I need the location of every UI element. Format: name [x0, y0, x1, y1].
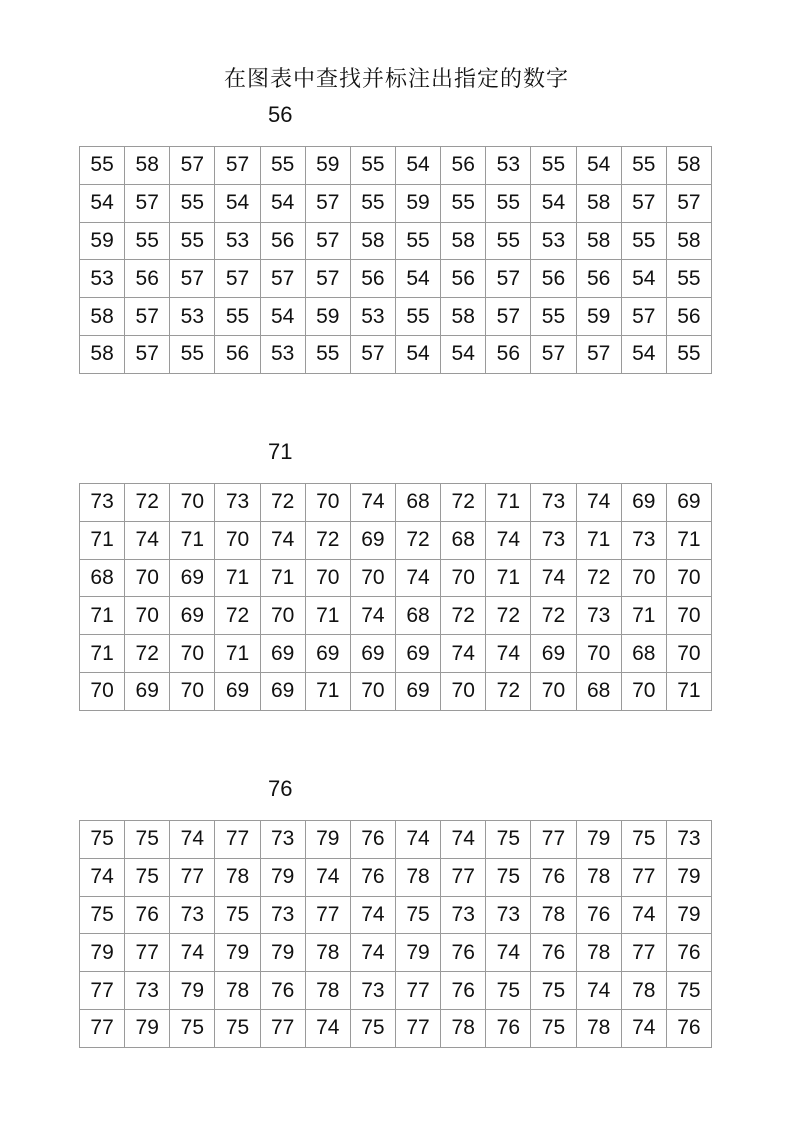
grid-cell[interactable]: 53 [260, 335, 305, 373]
grid-cell[interactable]: 73 [350, 972, 395, 1010]
grid-cell[interactable]: 76 [666, 1009, 711, 1047]
grid-cell[interactable]: 57 [305, 260, 350, 298]
grid-cell[interactable]: 55 [486, 222, 531, 260]
grid-cell[interactable]: 79 [260, 858, 305, 896]
grid-cell[interactable]: 69 [215, 672, 260, 710]
grid-cell[interactable]: 74 [621, 1009, 666, 1047]
grid-cell[interactable]: 55 [621, 147, 666, 185]
grid-cell[interactable]: 75 [395, 896, 440, 934]
grid-cell[interactable]: 78 [576, 1009, 621, 1047]
grid-cell[interactable]: 74 [395, 559, 440, 597]
grid-cell[interactable]: 79 [125, 1009, 170, 1047]
grid-cell[interactable]: 71 [260, 559, 305, 597]
grid-cell[interactable]: 77 [170, 858, 215, 896]
grid-cell[interactable]: 73 [260, 896, 305, 934]
grid-cell[interactable]: 77 [441, 858, 486, 896]
grid-cell[interactable]: 74 [350, 597, 395, 635]
grid-cell[interactable]: 72 [395, 521, 440, 559]
grid-cell[interactable]: 68 [441, 521, 486, 559]
grid-cell[interactable]: 57 [666, 184, 711, 222]
grid-cell[interactable]: 55 [125, 222, 170, 260]
grid-cell[interactable]: 75 [215, 896, 260, 934]
grid-row [80, 672, 712, 710]
grid-cell[interactable]: 73 [621, 521, 666, 559]
grid-cell[interactable]: 78 [305, 972, 350, 1010]
grid-cell[interactable]: 75 [80, 821, 125, 859]
grid-cell[interactable]: 55 [666, 335, 711, 373]
grid-cell[interactable]: 58 [666, 222, 711, 260]
grid-cell[interactable]: 76 [531, 934, 576, 972]
grid-cell[interactable]: 71 [486, 559, 531, 597]
grid-cell[interactable]: 70 [125, 597, 170, 635]
grid-cell[interactable]: 77 [531, 821, 576, 859]
grid-cell[interactable]: 53 [486, 147, 531, 185]
grid-cell[interactable]: 70 [260, 597, 305, 635]
grid-cell[interactable]: 73 [666, 821, 711, 859]
grid-cell[interactable]: 75 [486, 972, 531, 1010]
grid-cell[interactable]: 71 [170, 521, 215, 559]
grid-cell[interactable]: 55 [531, 298, 576, 336]
grid-cell[interactable]: 55 [215, 298, 260, 336]
grid-cell[interactable]: 77 [215, 821, 260, 859]
grid-cell[interactable]: 72 [305, 521, 350, 559]
grid-cell[interactable]: 72 [125, 484, 170, 522]
grid-cell[interactable]: 71 [576, 521, 621, 559]
grid-cell[interactable]: 79 [80, 934, 125, 972]
grid-cell[interactable]: 75 [80, 896, 125, 934]
grid-cell[interactable]: 68 [621, 635, 666, 673]
grid-row [80, 222, 712, 260]
grid-cell[interactable]: 55 [666, 260, 711, 298]
number-grid-3 [79, 820, 712, 1048]
grid-cell[interactable]: 72 [441, 484, 486, 522]
grid-cell[interactable]: 55 [395, 222, 440, 260]
grid-cell[interactable]: 57 [215, 147, 260, 185]
grid-cell[interactable]: 74 [486, 635, 531, 673]
grid-cell[interactable]: 75 [350, 1009, 395, 1047]
grid-cell[interactable]: 70 [621, 559, 666, 597]
grid-cell[interactable]: 70 [666, 559, 711, 597]
grid-cell[interactable]: 53 [80, 260, 125, 298]
grid-cell[interactable]: 70 [666, 635, 711, 673]
grid-cell[interactable]: 77 [621, 858, 666, 896]
grid-cell[interactable]: 55 [395, 298, 440, 336]
grid-row [80, 635, 712, 673]
grid-cell[interactable]: 79 [260, 934, 305, 972]
grid-cell[interactable]: 73 [531, 521, 576, 559]
grid-cell[interactable]: 55 [531, 147, 576, 185]
grid-cell[interactable]: 57 [170, 260, 215, 298]
grid-cell[interactable]: 56 [576, 260, 621, 298]
grid-cell[interactable]: 76 [441, 972, 486, 1010]
grid-cell[interactable]: 54 [395, 260, 440, 298]
target-number-1: 56 [268, 102, 293, 127]
grid-cell[interactable]: 54 [531, 184, 576, 222]
grid-cell[interactable]: 74 [350, 484, 395, 522]
grid-cell[interactable]: 73 [170, 896, 215, 934]
grid-cell[interactable]: 75 [486, 821, 531, 859]
grid-row [80, 559, 712, 597]
grid-cell[interactable]: 77 [305, 896, 350, 934]
page-title: 在图表中查找并标注出指定的数字 [223, 67, 569, 92]
grid-cell[interactable]: 70 [170, 635, 215, 673]
grid-cell[interactable]: 69 [350, 521, 395, 559]
grid-cell[interactable]: 74 [576, 484, 621, 522]
grid-cell[interactable]: 79 [395, 934, 440, 972]
grid-cell[interactable]: 56 [441, 260, 486, 298]
grid-cell[interactable]: 73 [260, 821, 305, 859]
grid-cell[interactable]: 73 [576, 597, 621, 635]
grid-cell[interactable]: 70 [621, 672, 666, 710]
grid-row [80, 184, 712, 222]
grid-cell[interactable]: 76 [350, 821, 395, 859]
grid-row [80, 972, 712, 1010]
grid-cell[interactable]: 75 [621, 821, 666, 859]
grid-cell[interactable]: 69 [621, 484, 666, 522]
grid-cell[interactable]: 78 [441, 1009, 486, 1047]
grid-cell[interactable]: 58 [80, 298, 125, 336]
grid-cell[interactable]: 70 [531, 672, 576, 710]
grid-cell[interactable]: 69 [531, 635, 576, 673]
grid-cell[interactable]: 53 [531, 222, 576, 260]
grid-cell[interactable]: 72 [576, 559, 621, 597]
grid-cell[interactable]: 58 [80, 335, 125, 373]
grid-cell[interactable]: 71 [215, 559, 260, 597]
grid-cell[interactable]: 69 [395, 672, 440, 710]
grid-cell[interactable]: 74 [395, 821, 440, 859]
grid-cell[interactable]: 55 [170, 335, 215, 373]
grid-cell[interactable]: 76 [260, 972, 305, 1010]
grid-cell[interactable]: 76 [350, 858, 395, 896]
grid-cell[interactable]: 55 [441, 184, 486, 222]
grid-cell[interactable]: 78 [215, 972, 260, 1010]
grid-cell[interactable]: 74 [486, 934, 531, 972]
grid-cell[interactable]: 77 [621, 934, 666, 972]
target-number-2: 71 [268, 439, 293, 464]
grid-cell[interactable]: 68 [576, 672, 621, 710]
grid-cell[interactable]: 70 [350, 559, 395, 597]
grid-cell[interactable]: 57 [621, 298, 666, 336]
grid-cell[interactable]: 69 [260, 672, 305, 710]
grid-cell[interactable]: 74 [531, 559, 576, 597]
grid-cell[interactable]: 71 [305, 672, 350, 710]
grid-cell[interactable]: 70 [170, 672, 215, 710]
grid-cell[interactable]: 74 [441, 821, 486, 859]
grid-cell[interactable]: 79 [170, 972, 215, 1010]
grid-cell[interactable]: 69 [305, 635, 350, 673]
grid-cell[interactable]: 79 [666, 858, 711, 896]
grid-cell[interactable]: 57 [170, 147, 215, 185]
grid-cell[interactable]: 70 [80, 672, 125, 710]
grid-cell[interactable]: 54 [621, 260, 666, 298]
grid-cell[interactable]: 70 [441, 672, 486, 710]
grid-cell[interactable]: 58 [125, 147, 170, 185]
grid-cell[interactable]: 74 [486, 521, 531, 559]
grid-cell[interactable]: 69 [125, 672, 170, 710]
grid-cell[interactable]: 77 [395, 972, 440, 1010]
grid-cell[interactable]: 57 [125, 335, 170, 373]
grid-cell[interactable]: 68 [395, 484, 440, 522]
grid-cell[interactable]: 71 [80, 521, 125, 559]
grid-cell[interactable]: 55 [305, 335, 350, 373]
grid-cell[interactable]: 57 [486, 260, 531, 298]
grid-cell[interactable]: 69 [260, 635, 305, 673]
grid-cell[interactable]: 74 [80, 858, 125, 896]
grid-cell[interactable]: 72 [531, 597, 576, 635]
grid-cell[interactable]: 57 [260, 260, 305, 298]
grid-cell[interactable]: 53 [350, 298, 395, 336]
grid-cell[interactable]: 69 [350, 635, 395, 673]
grid-cell[interactable]: 56 [666, 298, 711, 336]
grid-cell[interactable]: 75 [125, 821, 170, 859]
grid-cell[interactable]: 75 [486, 858, 531, 896]
grid-cell[interactable]: 74 [305, 858, 350, 896]
grid-cell[interactable]: 74 [350, 934, 395, 972]
grid-cell[interactable]: 57 [125, 184, 170, 222]
grid-cell[interactable]: 57 [486, 298, 531, 336]
grid-cell[interactable]: 59 [576, 298, 621, 336]
grid-cell[interactable]: 78 [621, 972, 666, 1010]
grid-cell[interactable]: 74 [576, 972, 621, 1010]
grid-cell[interactable]: 54 [576, 147, 621, 185]
grid-cell[interactable]: 70 [441, 559, 486, 597]
grid-cell[interactable]: 73 [441, 896, 486, 934]
grid-cell[interactable]: 55 [350, 184, 395, 222]
grid-cell[interactable]: 54 [621, 335, 666, 373]
grid-cell[interactable]: 56 [486, 335, 531, 373]
grid-cell[interactable]: 72 [486, 672, 531, 710]
grid-cell[interactable]: 58 [441, 298, 486, 336]
grid-cell[interactable]: 72 [486, 597, 531, 635]
grid-cell[interactable]: 57 [305, 222, 350, 260]
grid-cell[interactable]: 78 [215, 858, 260, 896]
grid-cell[interactable]: 70 [666, 597, 711, 635]
grid-row [80, 260, 712, 298]
grid-cell[interactable]: 59 [305, 298, 350, 336]
grid-cell[interactable]: 72 [125, 635, 170, 673]
grid-cell[interactable]: 74 [350, 896, 395, 934]
grid-cell[interactable]: 79 [215, 934, 260, 972]
grid-cell[interactable]: 78 [395, 858, 440, 896]
grid-cell[interactable]: 75 [666, 972, 711, 1010]
grid-cell[interactable]: 70 [125, 559, 170, 597]
grid-cell[interactable]: 72 [260, 484, 305, 522]
grid-cell[interactable]: 71 [80, 635, 125, 673]
grid-cell[interactable]: 69 [170, 597, 215, 635]
grid-cell[interactable]: 78 [531, 896, 576, 934]
grid-cell[interactable]: 57 [576, 335, 621, 373]
grid-cell[interactable]: 54 [441, 335, 486, 373]
grid-cell[interactable]: 75 [125, 858, 170, 896]
grid-cell[interactable]: 56 [125, 260, 170, 298]
grid-cell[interactable]: 74 [170, 821, 215, 859]
grid-cell[interactable]: 69 [170, 559, 215, 597]
grid-cell[interactable]: 54 [260, 298, 305, 336]
grid-cell[interactable]: 55 [170, 222, 215, 260]
grid-cell[interactable]: 71 [621, 597, 666, 635]
grid-cell[interactable]: 56 [441, 147, 486, 185]
grid-cell[interactable]: 76 [486, 1009, 531, 1047]
grid-cell[interactable]: 55 [170, 184, 215, 222]
grid-cell[interactable]: 79 [666, 896, 711, 934]
grid-cell[interactable]: 74 [125, 521, 170, 559]
grid-cell[interactable]: 75 [170, 1009, 215, 1047]
grid-cell[interactable]: 58 [441, 222, 486, 260]
grid-cell[interactable]: 56 [350, 260, 395, 298]
grid-cell[interactable]: 76 [441, 934, 486, 972]
grid-cell[interactable]: 70 [350, 672, 395, 710]
grid-cell[interactable]: 73 [486, 896, 531, 934]
grid-cell[interactable]: 70 [305, 484, 350, 522]
grid-row [80, 858, 712, 896]
grid-cell[interactable]: 56 [260, 222, 305, 260]
grid-cell[interactable]: 53 [170, 298, 215, 336]
grid-cell[interactable]: 59 [80, 222, 125, 260]
grid-cell[interactable]: 53 [215, 222, 260, 260]
grid-cell[interactable]: 59 [305, 147, 350, 185]
grid-cell[interactable]: 57 [621, 184, 666, 222]
grid-cell[interactable]: 54 [395, 335, 440, 373]
grid-cell[interactable]: 75 [215, 1009, 260, 1047]
grid-cell[interactable]: 56 [215, 335, 260, 373]
grid-cell[interactable]: 55 [260, 147, 305, 185]
grid-cell[interactable]: 76 [666, 934, 711, 972]
grid-cell[interactable]: 69 [666, 484, 711, 522]
grid-cell[interactable]: 70 [215, 521, 260, 559]
grid-cell[interactable]: 78 [305, 934, 350, 972]
grid-cell[interactable]: 74 [260, 521, 305, 559]
grid-cell[interactable]: 54 [260, 184, 305, 222]
grid-cell[interactable]: 68 [80, 559, 125, 597]
grid-row [80, 335, 712, 373]
grid-cell[interactable]: 73 [125, 972, 170, 1010]
grid-cell[interactable]: 73 [215, 484, 260, 522]
grid-cell[interactable]: 76 [531, 858, 576, 896]
grid-cell[interactable]: 75 [531, 1009, 576, 1047]
grid-row [80, 896, 712, 934]
grid-row [80, 934, 712, 972]
grid-cell[interactable]: 70 [170, 484, 215, 522]
grid-cell[interactable]: 70 [305, 559, 350, 597]
grid-cell[interactable]: 57 [215, 260, 260, 298]
grid-cell[interactable]: 74 [441, 635, 486, 673]
grid-row [80, 821, 712, 859]
grid-cell[interactable]: 68 [395, 597, 440, 635]
grid-cell[interactable]: 55 [486, 184, 531, 222]
grid-row [80, 521, 712, 559]
grid-cell[interactable]: 72 [215, 597, 260, 635]
grid-cell[interactable]: 58 [576, 184, 621, 222]
grid-row [80, 484, 712, 522]
number-grid-1 [79, 146, 712, 374]
grid-cell[interactable]: 71 [666, 672, 711, 710]
target-number-3: 76 [268, 776, 293, 801]
grid-cell[interactable]: 74 [621, 896, 666, 934]
grid-cell[interactable]: 77 [395, 1009, 440, 1047]
grid-cell[interactable]: 71 [486, 484, 531, 522]
grid-cell[interactable]: 75 [531, 972, 576, 1010]
grid-cell[interactable]: 73 [80, 484, 125, 522]
grid-cell[interactable]: 71 [305, 597, 350, 635]
grid-cell[interactable]: 57 [305, 184, 350, 222]
grid-cell[interactable]: 56 [531, 260, 576, 298]
grid-cell[interactable]: 57 [350, 335, 395, 373]
grid-cell[interactable]: 79 [576, 821, 621, 859]
grid-row [80, 147, 712, 185]
grid-row [80, 298, 712, 336]
grid-cell[interactable]: 58 [576, 222, 621, 260]
grid-cell[interactable]: 76 [125, 896, 170, 934]
grid-cell[interactable]: 73 [531, 484, 576, 522]
grid-cell[interactable]: 59 [395, 184, 440, 222]
grid-cell[interactable]: 54 [215, 184, 260, 222]
grid-cell[interactable]: 77 [80, 972, 125, 1010]
grid-cell[interactable]: 70 [576, 635, 621, 673]
grid-cell[interactable]: 57 [125, 298, 170, 336]
grid-cell[interactable]: 55 [621, 222, 666, 260]
grid-cell[interactable]: 71 [215, 635, 260, 673]
grid-cell[interactable]: 55 [350, 147, 395, 185]
grid-cell[interactable]: 77 [80, 1009, 125, 1047]
grid-cell[interactable]: 54 [80, 184, 125, 222]
grid-cell[interactable]: 69 [395, 635, 440, 673]
grid-cell[interactable]: 74 [170, 934, 215, 972]
number-grid-2 [79, 483, 712, 711]
grid-cell[interactable]: 78 [576, 858, 621, 896]
grid-row [80, 597, 712, 635]
grid-row [80, 1009, 712, 1047]
grid-cell[interactable]: 58 [350, 222, 395, 260]
grid-cell[interactable]: 74 [305, 1009, 350, 1047]
grid-cell[interactable]: 54 [395, 147, 440, 185]
grid-cell[interactable]: 79 [305, 821, 350, 859]
grid-cell[interactable]: 55 [80, 147, 125, 185]
grid-cell[interactable]: 57 [531, 335, 576, 373]
grid-cell[interactable]: 71 [80, 597, 125, 635]
grid-cell[interactable]: 77 [125, 934, 170, 972]
grid-cell[interactable]: 71 [666, 521, 711, 559]
grid-cell[interactable]: 77 [260, 1009, 305, 1047]
grid-cell[interactable]: 78 [576, 934, 621, 972]
grid-cell[interactable]: 76 [576, 896, 621, 934]
grid-cell[interactable]: 72 [441, 597, 486, 635]
grid-cell[interactable]: 58 [666, 147, 711, 185]
